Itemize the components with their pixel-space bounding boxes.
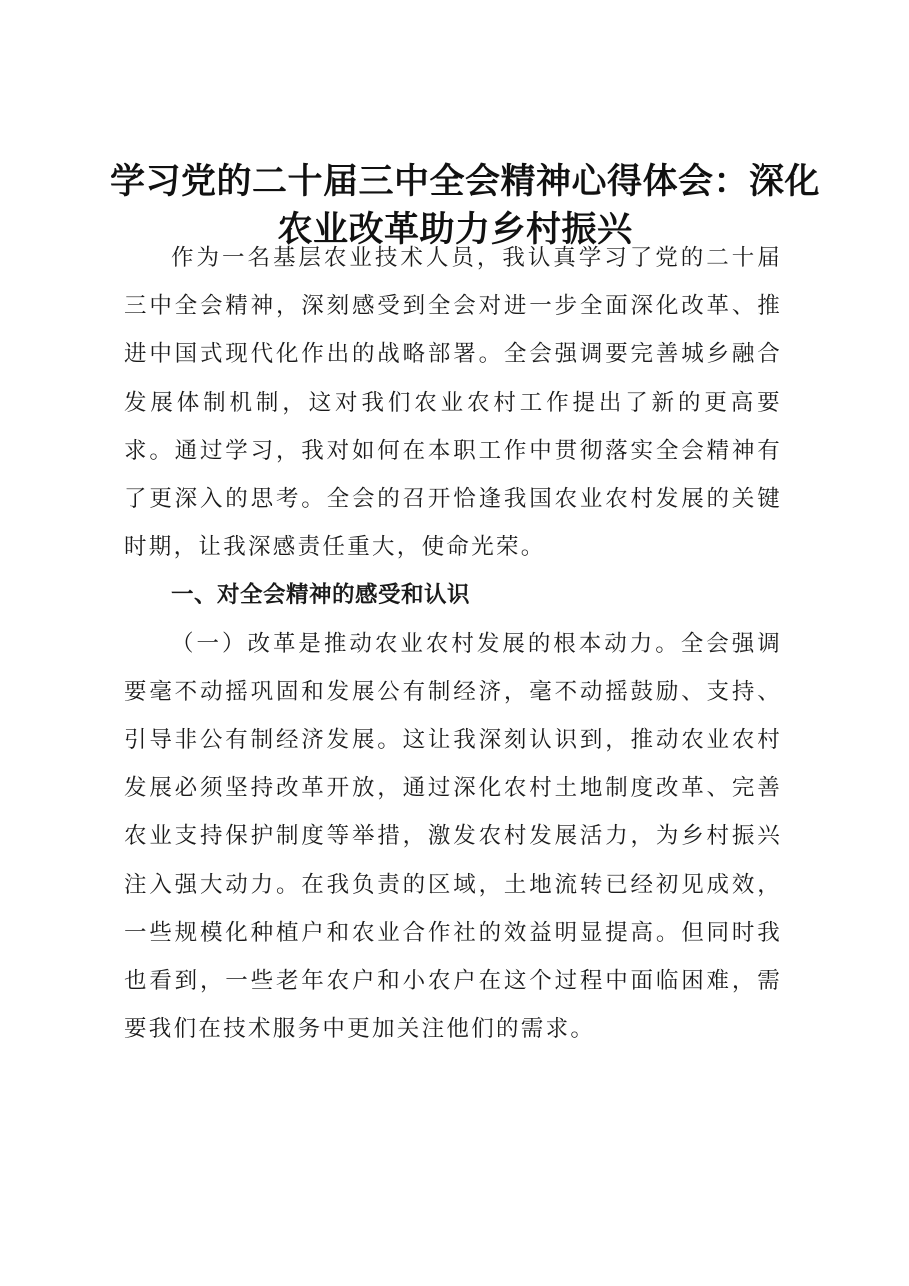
section-paragraph: （一）改革是推动农业农村发展的根本动力。全会强调要毫不动摇巩固和发展公有制经济，毫不动摇鼓励、支持、引导非公有制经济发展。这让我深刻认识到，推动农业农村发展必须坚持改革开放，通过深化农村土地制度改革、完善农业支持保护制度等举措，激发农村发展活力，为乡村振兴注入强大动力。在我负责的区域，土地流转已经初见成效，一些规模化种植户和农业合作社的效益明显提高。但同时我也看到，一些老年农户和小农户在这个过程中面临困难，需要我们在技术服务中更加关注他们的需求。 (124, 630, 782, 1043)
document-body (124, 234, 782, 1053)
title-line-2: 农业改革助力乡村振兴 (277, 209, 633, 250)
section-heading: 一、对全会精神的感受和认识 (171, 582, 471, 609)
intro-paragraph: 作为一名基层农业技术人员，我认真学习了党的二十届三中全会精神，深刻感受到全会对进一步全面深化改革、推进中国式现代化作出的战略部署。全会强调要完善城乡融合发展体制机制，这对我们农业农村工作提出了新的更高要求。通过学习，我对如何在本职工作中贯彻落实全会精神有了更深入的思考。全会的召开恰逢我国农业农村发展的关键时期，让我深感责任重大，使命光荣。 (124, 245, 782, 561)
title-line-1: 学习党的二十届三中全会精神心得体会：深化 (110, 161, 821, 202)
